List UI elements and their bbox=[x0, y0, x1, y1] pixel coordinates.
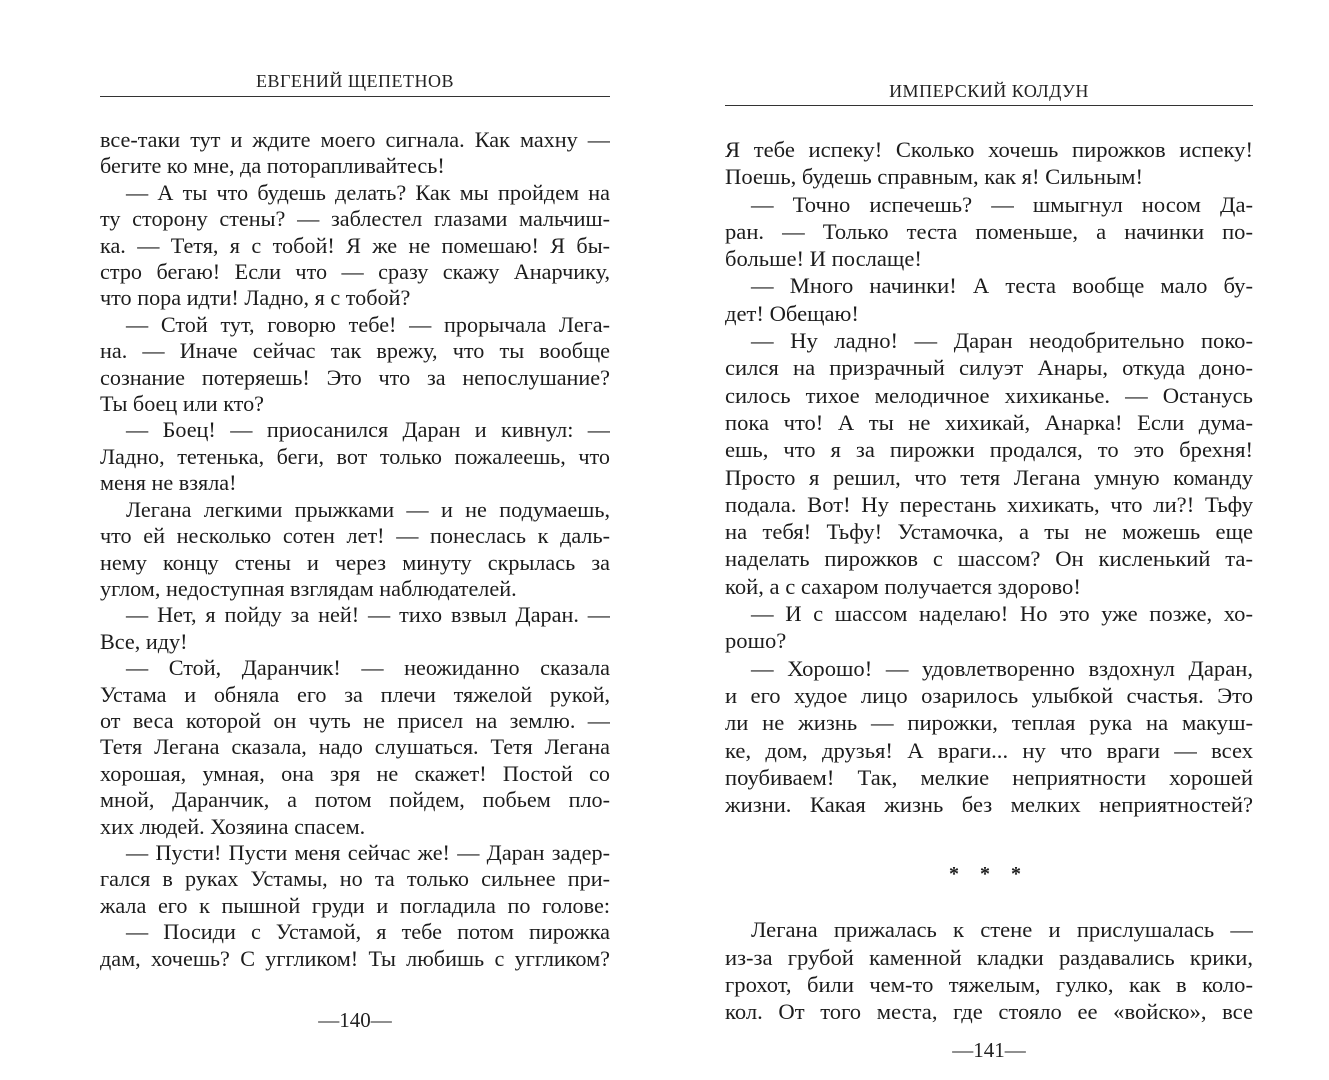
text-line: от веса которой он чуть не присел на землю. — bbox=[100, 707, 610, 733]
text-line: наделать пирожков с шассом? Он кисленький та- bbox=[725, 546, 1253, 572]
text-line: подала. Вот! Ну перестань хихикать, что ли?! Тьфу bbox=[725, 491, 1253, 517]
text-line: на. — Иначе сейчас так врежу, что ты вообще bbox=[100, 338, 610, 364]
text-line: рошо? bbox=[725, 628, 787, 654]
text-line: дам, хочешь? С уггликом! Ты любишь с уггликом? bbox=[100, 945, 610, 971]
text-line: больше! И послаще! bbox=[725, 246, 922, 272]
text-line: жизни. Какая жизнь без мелких неприятностей? bbox=[725, 792, 1253, 818]
text-line: кой, а с сахаром получается здорово! bbox=[725, 573, 1081, 599]
text-line: поубиваем! Так, мелкие неприятности хорошей bbox=[725, 764, 1253, 790]
text-line: — А ты что будешь делать? Как мы пройдем на bbox=[126, 179, 610, 205]
text-line: — Стой, Даранчик! — неожиданно сказала bbox=[126, 655, 610, 681]
text-line: ли не жизнь — пирожки, теплая рука на макуш- bbox=[725, 710, 1253, 736]
text-line: гался в руках Устамы, но та только сильнее при- bbox=[100, 866, 610, 892]
text-block-after-break bbox=[725, 916, 1253, 1025]
spacer bbox=[725, 886, 1253, 916]
text-line: и его худое лицо озарилось улыбкой счастья. Это bbox=[725, 682, 1253, 708]
text-line: сился на призрачный силуэт Анары, откуда доно- bbox=[725, 355, 1253, 381]
header-rule bbox=[100, 96, 610, 97]
text-line: ран. — Только теста поменьше, а начинки по- bbox=[725, 218, 1253, 244]
text-line: — Нет, я пойду за ней! — тихо взвыл Даран. — bbox=[126, 602, 610, 628]
text-line: что пора идти! Ладно, я с тобой? bbox=[100, 285, 411, 311]
page-number: —140— bbox=[318, 1008, 392, 1032]
text-line: силось тихое мелодичное хихиканье. — Останусь bbox=[725, 382, 1253, 408]
text-line: мной, Даранчик, а потом пойдем, побьем пло- bbox=[100, 787, 610, 813]
left-body-text bbox=[100, 127, 610, 972]
text-line: дет! Обещаю! bbox=[725, 300, 859, 326]
text-line: углом, недоступная взглядам наблюдателей. bbox=[100, 575, 517, 601]
text-line: ка. — Тетя, я с тобой! Я же не помешаю! Я бы- bbox=[100, 232, 610, 258]
text-line: — Хорошо! — удовлетворенно вздохнул Даран, bbox=[751, 655, 1253, 681]
running-head-author: ЕВГЕНИЙ ЩЕПЕТНОВ bbox=[255, 71, 455, 91]
text-line: Ладно, тетенька, беги, вот только пожалеешь, что bbox=[100, 443, 610, 469]
text-line: Просто я решил, что тетя Легана умную команду bbox=[725, 464, 1253, 490]
text-line: Все, иду! bbox=[100, 628, 188, 654]
text-line: ту сторону стены? — заблестел глазами мальчиш- bbox=[100, 206, 610, 232]
left-page bbox=[100, 0, 610, 1080]
text-line: стро бегаю! Если что — сразу скажу Анарчику, bbox=[100, 259, 610, 285]
text-line: сознание потеряешь! Это что за непослушание? bbox=[100, 364, 610, 390]
text-line: Легана легкими прыжками — и не подумаешь, bbox=[126, 496, 610, 522]
text-line: хорошая, умная, она зря не скажет! Постой со bbox=[100, 760, 610, 786]
text-line: на тебя! Тьфу! Устамочка, а ты не можешь еще bbox=[725, 519, 1253, 545]
text-line: нему концу стены и через минуту скрылась за bbox=[100, 549, 610, 575]
text-block-before-break bbox=[725, 136, 1253, 818]
text-line: бегите ко мне, да поторапливайтесь! bbox=[100, 153, 445, 179]
text-line: что ей несколько сотен лет! — понеслась к даль- bbox=[100, 523, 610, 549]
text-line: пока что! А ты не хихикай, Анарка! Если дума- bbox=[725, 409, 1253, 435]
text-line: — Посиди с Устамой, я тебе потом пирожка bbox=[126, 919, 610, 945]
text-line: Я тебе испеку! Сколько хочешь пирожков испеку! bbox=[725, 137, 1253, 162]
page-number: —141— bbox=[952, 1038, 1026, 1062]
spacer bbox=[725, 818, 1253, 862]
text-line: грохот, били чем-то тяжелым, гулко, как в коло- bbox=[725, 972, 1253, 998]
text-line: меня не взяла! bbox=[100, 470, 237, 496]
text-line: ке, дом, друзья! А враги... ну что враги — всех bbox=[725, 737, 1253, 763]
text-line: из-за грубой каменной кладки раздавались крики, bbox=[725, 944, 1253, 970]
right-page bbox=[725, 0, 1253, 1080]
text-line: Поешь, будешь справным, как я! Сильным! bbox=[725, 164, 1143, 190]
text-line: хих людей. Хозяина спасем. bbox=[100, 813, 366, 839]
text-line: — Много начинки! А теста вообще мало бу- bbox=[751, 273, 1253, 299]
text-line: Устама и обняла его за плечи тяжелой рукой, bbox=[100, 681, 610, 707]
text-line: — Пусти! Пусти меня сейчас же! — Даран задер- bbox=[126, 839, 610, 865]
running-head-title: ИМПЕРСКИЙ КОЛДУН bbox=[889, 81, 1089, 101]
text-line: кол. От того места, где стояло ее «войско», все bbox=[725, 999, 1253, 1025]
text-line: Тетя Легана сказала, надо слушаться. Тетя Легана bbox=[100, 734, 610, 760]
text-line: — Боец! — приосанился Даран и кивнул: — bbox=[126, 417, 610, 443]
text-line: — Ну ладно! — Даран неодобрительно поко- bbox=[751, 328, 1253, 354]
right-body-text bbox=[725, 136, 1253, 1026]
text-line: — Точно испечешь? — шмыгнул носом Да- bbox=[751, 191, 1253, 217]
text-line: Ты боец или кто? bbox=[100, 391, 265, 417]
text-line: ешь, что я за пирожки продался, то это брехня! bbox=[725, 437, 1253, 463]
text-line: — И с шассом наделаю! Но это уже позже, хо- bbox=[751, 601, 1253, 627]
text-line: жала его к пышной груди и погладила по голове: bbox=[100, 892, 610, 918]
text-line: — Стой тут, говорю тебе! — прорычала Лега- bbox=[126, 311, 610, 337]
header-rule bbox=[725, 105, 1253, 106]
text-line: все-таки тут и ждите моего сигнала. Как махну — bbox=[100, 127, 610, 152]
section-break: * * * bbox=[949, 863, 1029, 886]
text-line: Легана прижалась к стене и прислушалась — bbox=[751, 917, 1253, 943]
